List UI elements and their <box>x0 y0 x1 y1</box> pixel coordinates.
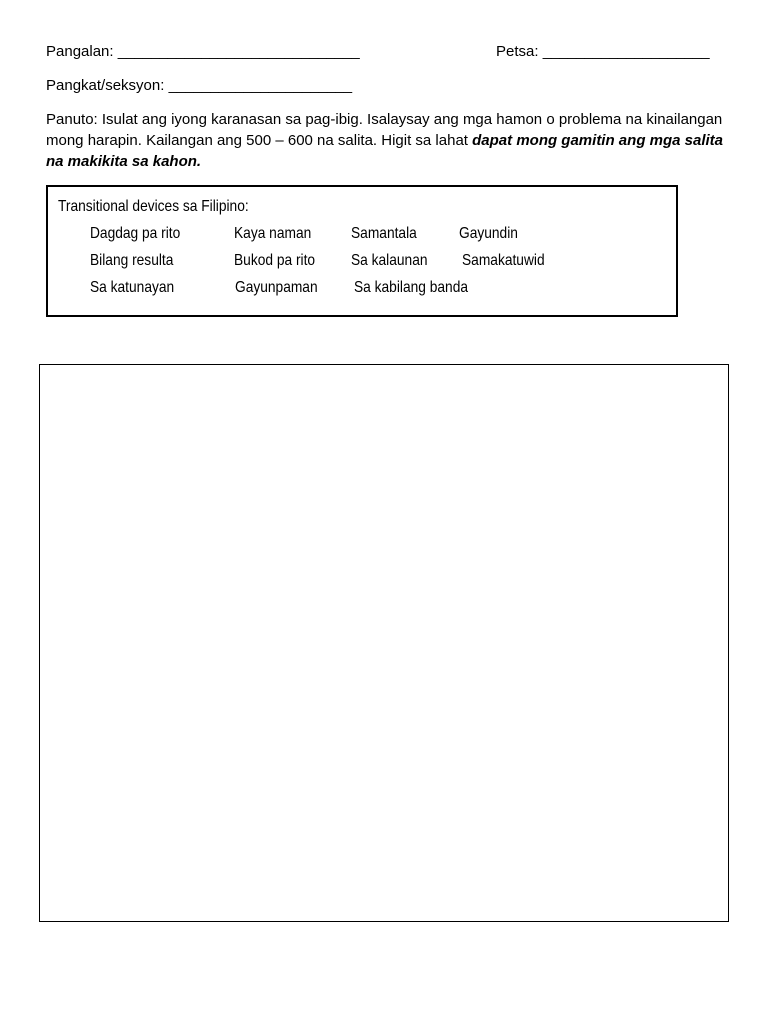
device-word: Gayundin <box>459 225 518 242</box>
section-blank[interactable]: ______________________ <box>168 77 353 94</box>
instructions-paragraph <box>46 109 726 172</box>
name-field[interactable] <box>46 43 360 61</box>
device-word: Gayunpaman <box>235 279 318 296</box>
transitional-devices-box <box>46 185 678 317</box>
instructions-text: Panuto: Isulat ang iyong karanasan sa pag-ibig. Isalaysay ang mga hamon o problema na kinailangan mong harapin. Kailangan ang 500 – 600 na salita. Higit sa lahat <box>46 111 723 149</box>
device-word: Dagdag pa rito <box>90 225 181 242</box>
device-word: Bukod pa rito <box>234 252 316 269</box>
device-word: Kaya naman <box>234 225 312 242</box>
section-label: Pangkat/seksyon: <box>46 77 165 94</box>
name-label: Pangalan: <box>46 43 114 60</box>
date-label: Petsa: <box>496 43 539 60</box>
name-blank[interactable]: _____________________________ <box>117 43 360 60</box>
section-field[interactable] <box>46 77 352 95</box>
device-word: Bilang resulta <box>90 252 174 269</box>
date-blank[interactable]: ____________________ <box>542 43 710 60</box>
device-word: Samantala <box>351 225 417 242</box>
device-word: Sa kabilang banda <box>354 279 469 296</box>
instructions-emphasis: dapat mong gamitin ang mga salita na makikita sa kahon. <box>46 132 724 170</box>
device-word: Sa kalaunan <box>351 252 428 269</box>
devices-title: Transitional devices sa Filipino: <box>58 198 249 215</box>
essay-writing-area[interactable] <box>39 364 729 922</box>
date-field[interactable] <box>496 43 710 61</box>
device-word: Samakatuwid <box>462 252 545 269</box>
device-word: Sa katunayan <box>90 279 175 296</box>
